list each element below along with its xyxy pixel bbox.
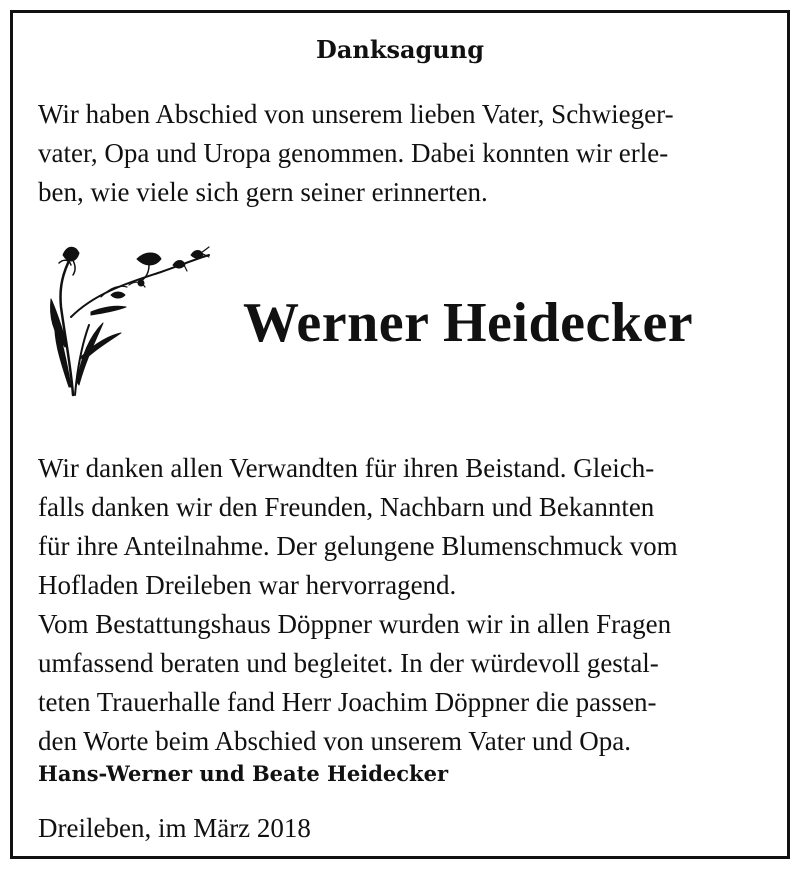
intro-text: Wir haben Abschied von unserem lieben Vater, Schwieger- vater, Opa und Uropa genommen. Dabei konnten wir erle- ben, wie viele sich gern seiner erinnerten. bbox=[38, 99, 674, 207]
thanks-text: Wir danken allen Verwandten für ihren Beistand. Gleich- falls danken wir den Freunden, Nachbarn und Bekannten für ihre Anteilnahme. Der gelungene Blumenschmuck vom Hofladen Dreileben war hervorragend. Vom Bestattungshaus Döppner wurden wir in allen Fragen umfassend beraten und begleitet. In der würdevoll gestal- teten Trauerhalle fand Herr Joachim Döppner die passen- den Worte beim Abschied von unserem Vater und Opa. bbox=[38, 453, 678, 756]
signature: Hans-Werner und Beate Heidecker bbox=[38, 761, 449, 786]
notice-title: Danksagung bbox=[316, 35, 484, 64]
place-date: Dreileben, im März 2018 bbox=[38, 813, 311, 843]
flower-icon bbox=[41, 237, 211, 397]
notice-frame bbox=[10, 10, 790, 859]
deceased-name: Werner Heidecker bbox=[243, 292, 694, 354]
